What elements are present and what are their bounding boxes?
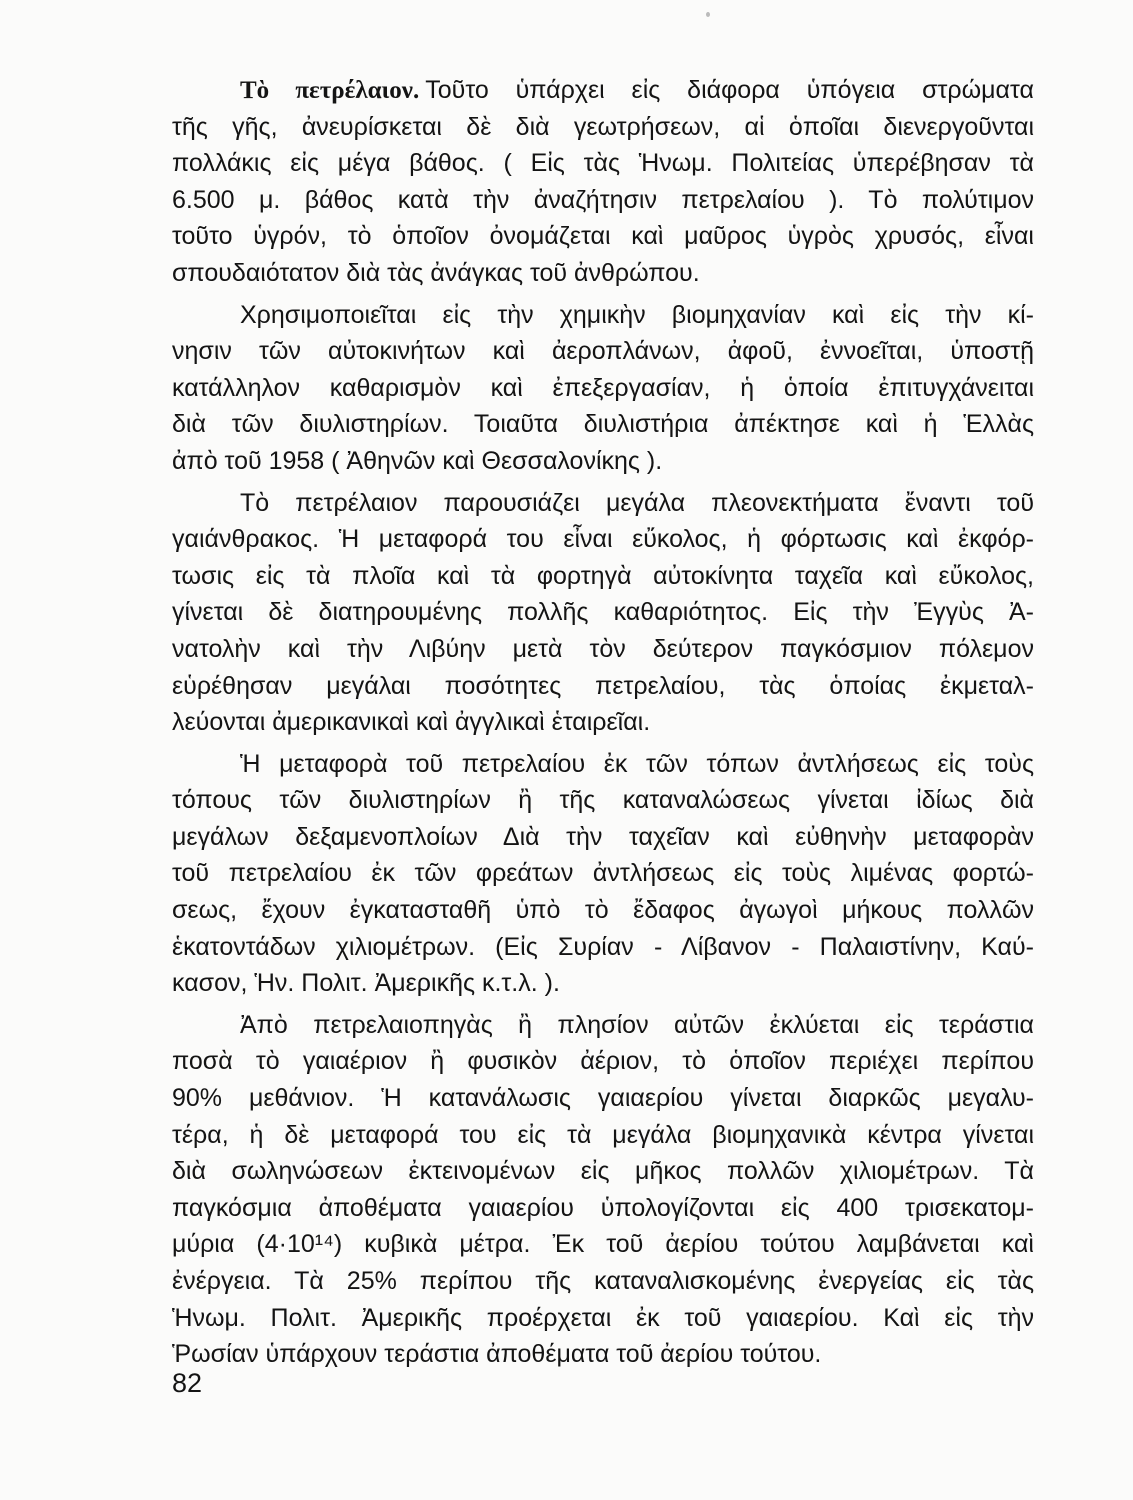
text-line xyxy=(172,1190,1034,1227)
line-text: κασον, Ἡν. Πολιτ. Ἀμερικῆς κ.τ.λ. ). xyxy=(172,969,560,998)
text-line xyxy=(172,72,1034,109)
paragraph xyxy=(172,297,1034,480)
section-title: Τὸ πετρέλαιον. xyxy=(240,77,420,104)
text-line xyxy=(172,521,1034,558)
text-line xyxy=(172,746,1034,783)
paragraph xyxy=(172,1007,1034,1373)
line-text: νατολὴν καὶ τὴν Λιβύην μετὰ τὸν δεύτερον παγκόσμιον πόλεμον xyxy=(172,634,1034,663)
text-line xyxy=(172,819,1034,856)
text-line xyxy=(172,1153,1034,1190)
text-line xyxy=(172,370,1034,407)
line-text: τοῦ πετρελαίου ἐκ τῶν φρεάτων ἀντλήσεως εἰς τοὺς λιμένας φορτώ- xyxy=(172,859,1034,888)
page-body xyxy=(172,72,1034,1378)
line-text: ἑκατοντάδων χιλιομέτρων. (Εἰς Συρίαν - Λίβανον - Παλαιστίνην, Καύ- xyxy=(172,932,1034,961)
paragraph xyxy=(172,485,1034,741)
line-text: διὰ σωληνώσεων ἐκτεινομένων εἰς μῆκος πολλῶν χιλιομέτρων. Τὰ xyxy=(172,1157,1034,1186)
line-text: Ῥωσίαν ὑπάρχουν τεράστια ἀποθέματα τοῦ ἀερίου τούτου. xyxy=(172,1340,822,1369)
line-text: ποσὰ τὸ γαιαέριον ἢ φυσικὸν ἀέριον, τὸ ὁποῖον περιέχει περίπου xyxy=(172,1047,1034,1076)
line-text: Τοῦτο ὑπάρχει εἰς διάφορα ὑπόγεια στρώματα xyxy=(425,76,1034,104)
text-line xyxy=(172,929,1034,966)
text-line xyxy=(172,1263,1034,1300)
line-text: σπουδαιότατον διὰ τὰς ἀνάγκας τοῦ ἀνθρώπου. xyxy=(172,258,700,287)
line-text: τόπους τῶν διυλιστηρίων ἢ τῆς καταναλώσεως γίνεται ἰδίως διὰ xyxy=(172,786,1034,815)
line-text: Χρησιμοποιεῖται εἰς τὴν χημικὴν βιομηχανίαν καὶ εἰς τὴν κί- xyxy=(240,300,1034,329)
text-line xyxy=(172,965,1034,1002)
line-text: μεγάλων δεξαμενοπλοίων Διὰ τὴν ταχεῖαν καὶ εὐθηνὴν μεταφορὰν xyxy=(172,822,1034,851)
line-text: 90% μεθάνιον. Ἡ κατανάλωσις γαιαερίου γίνεται διαρκῶς μεγαλυ- xyxy=(172,1084,1034,1113)
text-line xyxy=(172,892,1034,929)
text-line xyxy=(172,1336,1034,1373)
line-text: γαιάνθρακος. Ἡ μεταφορά του εἶναι εὔκολος, ἡ φόρτωσις καὶ ἐκφόρ- xyxy=(172,525,1034,554)
text-line xyxy=(172,631,1034,668)
text-line xyxy=(172,443,1034,480)
text-line xyxy=(172,218,1034,255)
text-line xyxy=(172,145,1034,182)
line-text: διὰ τῶν διυλιστηρίων. Τοιαῦτα διυλιστήρια ἀπέκτησε καὶ ἡ Ἑλλὰς xyxy=(172,410,1034,439)
text-line xyxy=(172,182,1034,219)
text-line xyxy=(172,485,1034,522)
line-text: τωσις εἰς τὰ πλοῖα καὶ τὰ φορτηγὰ αὐτοκίνητα ταχεῖα καὶ εὔκολος, xyxy=(172,561,1034,590)
line-text: Ἀπὸ πετρελαιοπηγὰς ἢ πλησίον αὐτῶν ἐκλύεται εἰς τεράστια xyxy=(240,1010,1034,1039)
line-text: τῆς γῆς, ἀνευρίσκεται δὲ διὰ γεωτρήσεων, αἱ ὁποῖαι διενεργοῦνται xyxy=(172,112,1034,141)
line-text: γίνεται δὲ διατηρουμένης πολλῆς καθαριότητος. Εἰς τὴν Ἐγγὺς Ἀ- xyxy=(172,598,1034,627)
line-text: λεύονται ἀμερικανικαὶ καὶ ἀγγλικαὶ ἑταιρεῖαι. xyxy=(172,708,651,737)
line-text: εὑρέθησαν μεγάλαι ποσότητες πετρελαίου, τὰς ὁποίας ἐκμεταλ- xyxy=(172,671,1034,700)
paragraph xyxy=(172,746,1034,1002)
text-line xyxy=(172,297,1034,334)
line-text: 6.500 μ. βάθος κατὰ τὴν ἀναζήτησιν πετρελαίου ). Τὸ πολύτιμον xyxy=(172,185,1034,214)
page-number: 82 xyxy=(172,1368,203,1398)
line-text: Τὸ πετρέλαιον παρουσιάζει μεγάλα πλεονεκτήματα ἔναντι τοῦ xyxy=(240,488,1034,517)
line-text: σεως, ἔχουν ἐγκατασταθῆ ὑπὸ τὸ ἔδαφος ἀγωγοὶ μήκους πολλῶν xyxy=(172,896,1034,925)
text-line xyxy=(172,1043,1034,1080)
text-line xyxy=(172,1300,1034,1337)
line-text: παγκόσμια ἀποθέματα γαιαερίου ὑπολογίζονται εἰς 400 τρισεκατομ- xyxy=(172,1193,1034,1222)
line-text: τοῦτο ὑγρόν, τὸ ὁποῖον ὀνομάζεται καὶ μαῦρος ὑγρὸς χρυσός, εἶναι xyxy=(172,222,1034,251)
text-line xyxy=(172,1007,1034,1044)
line-text: Ἡ μεταφορὰ τοῦ πετρελαίου ἐκ τῶν τόπων ἀντλήσεως εἰς τοὺς xyxy=(240,749,1034,778)
line-text: πολλάκις εἰς μέγα βάθος. ( Εἰς τὰς Ἡνωμ. Πολιτείας ὑπερέβησαν τὰ xyxy=(172,149,1034,178)
line-text: ἀπὸ τοῦ 1958 ( Ἀθηνῶν καὶ Θεσσαλονίκης ). xyxy=(172,446,663,475)
text-line xyxy=(172,1226,1034,1263)
line-text: μύρια (4·10¹⁴) κυβικὰ μέτρα. Ἐκ τοῦ ἀερίου τούτου λαμβάνεται καὶ xyxy=(172,1230,1034,1259)
line-text: Ἡνωμ. Πολιτ. Ἀμερικῆς προέρχεται ἐκ τοῦ γαιαερίου. Καὶ εἰς τὴν xyxy=(172,1303,1034,1332)
text-line xyxy=(172,333,1034,370)
text-line xyxy=(172,109,1034,146)
text-line xyxy=(172,1117,1034,1154)
text-line xyxy=(172,406,1034,443)
line-text: τέρα, ἡ δὲ μεταφορά του εἰς τὰ μεγάλα βιομηχανικὰ κέντρα γίνεται xyxy=(172,1120,1034,1149)
text-line xyxy=(172,782,1034,819)
text-line xyxy=(172,1080,1034,1117)
line-text: νησιν τῶν αὐτοκινήτων καὶ ἀεροπλάνων, ἀφοῦ, ἐννοεῖται, ὑποστῇ xyxy=(172,337,1034,366)
text-line xyxy=(172,704,1034,741)
scan-speck xyxy=(706,12,710,17)
text-line xyxy=(172,255,1034,292)
text-line xyxy=(172,558,1034,595)
text-line xyxy=(172,855,1034,892)
line-text: κατάλληλον καθαρισμὸν καὶ ἐπεξεργασίαν, ἡ ὁποία ἐπιτυγχάνειται xyxy=(172,373,1034,402)
text-line xyxy=(172,668,1034,705)
paragraph xyxy=(172,72,1034,292)
text-line xyxy=(172,594,1034,631)
line-text: ἐνέργεια. Τὰ 25% περίπου τῆς καταναλισκομένης ἐνεργείας εἰς τὰς xyxy=(172,1267,1034,1295)
